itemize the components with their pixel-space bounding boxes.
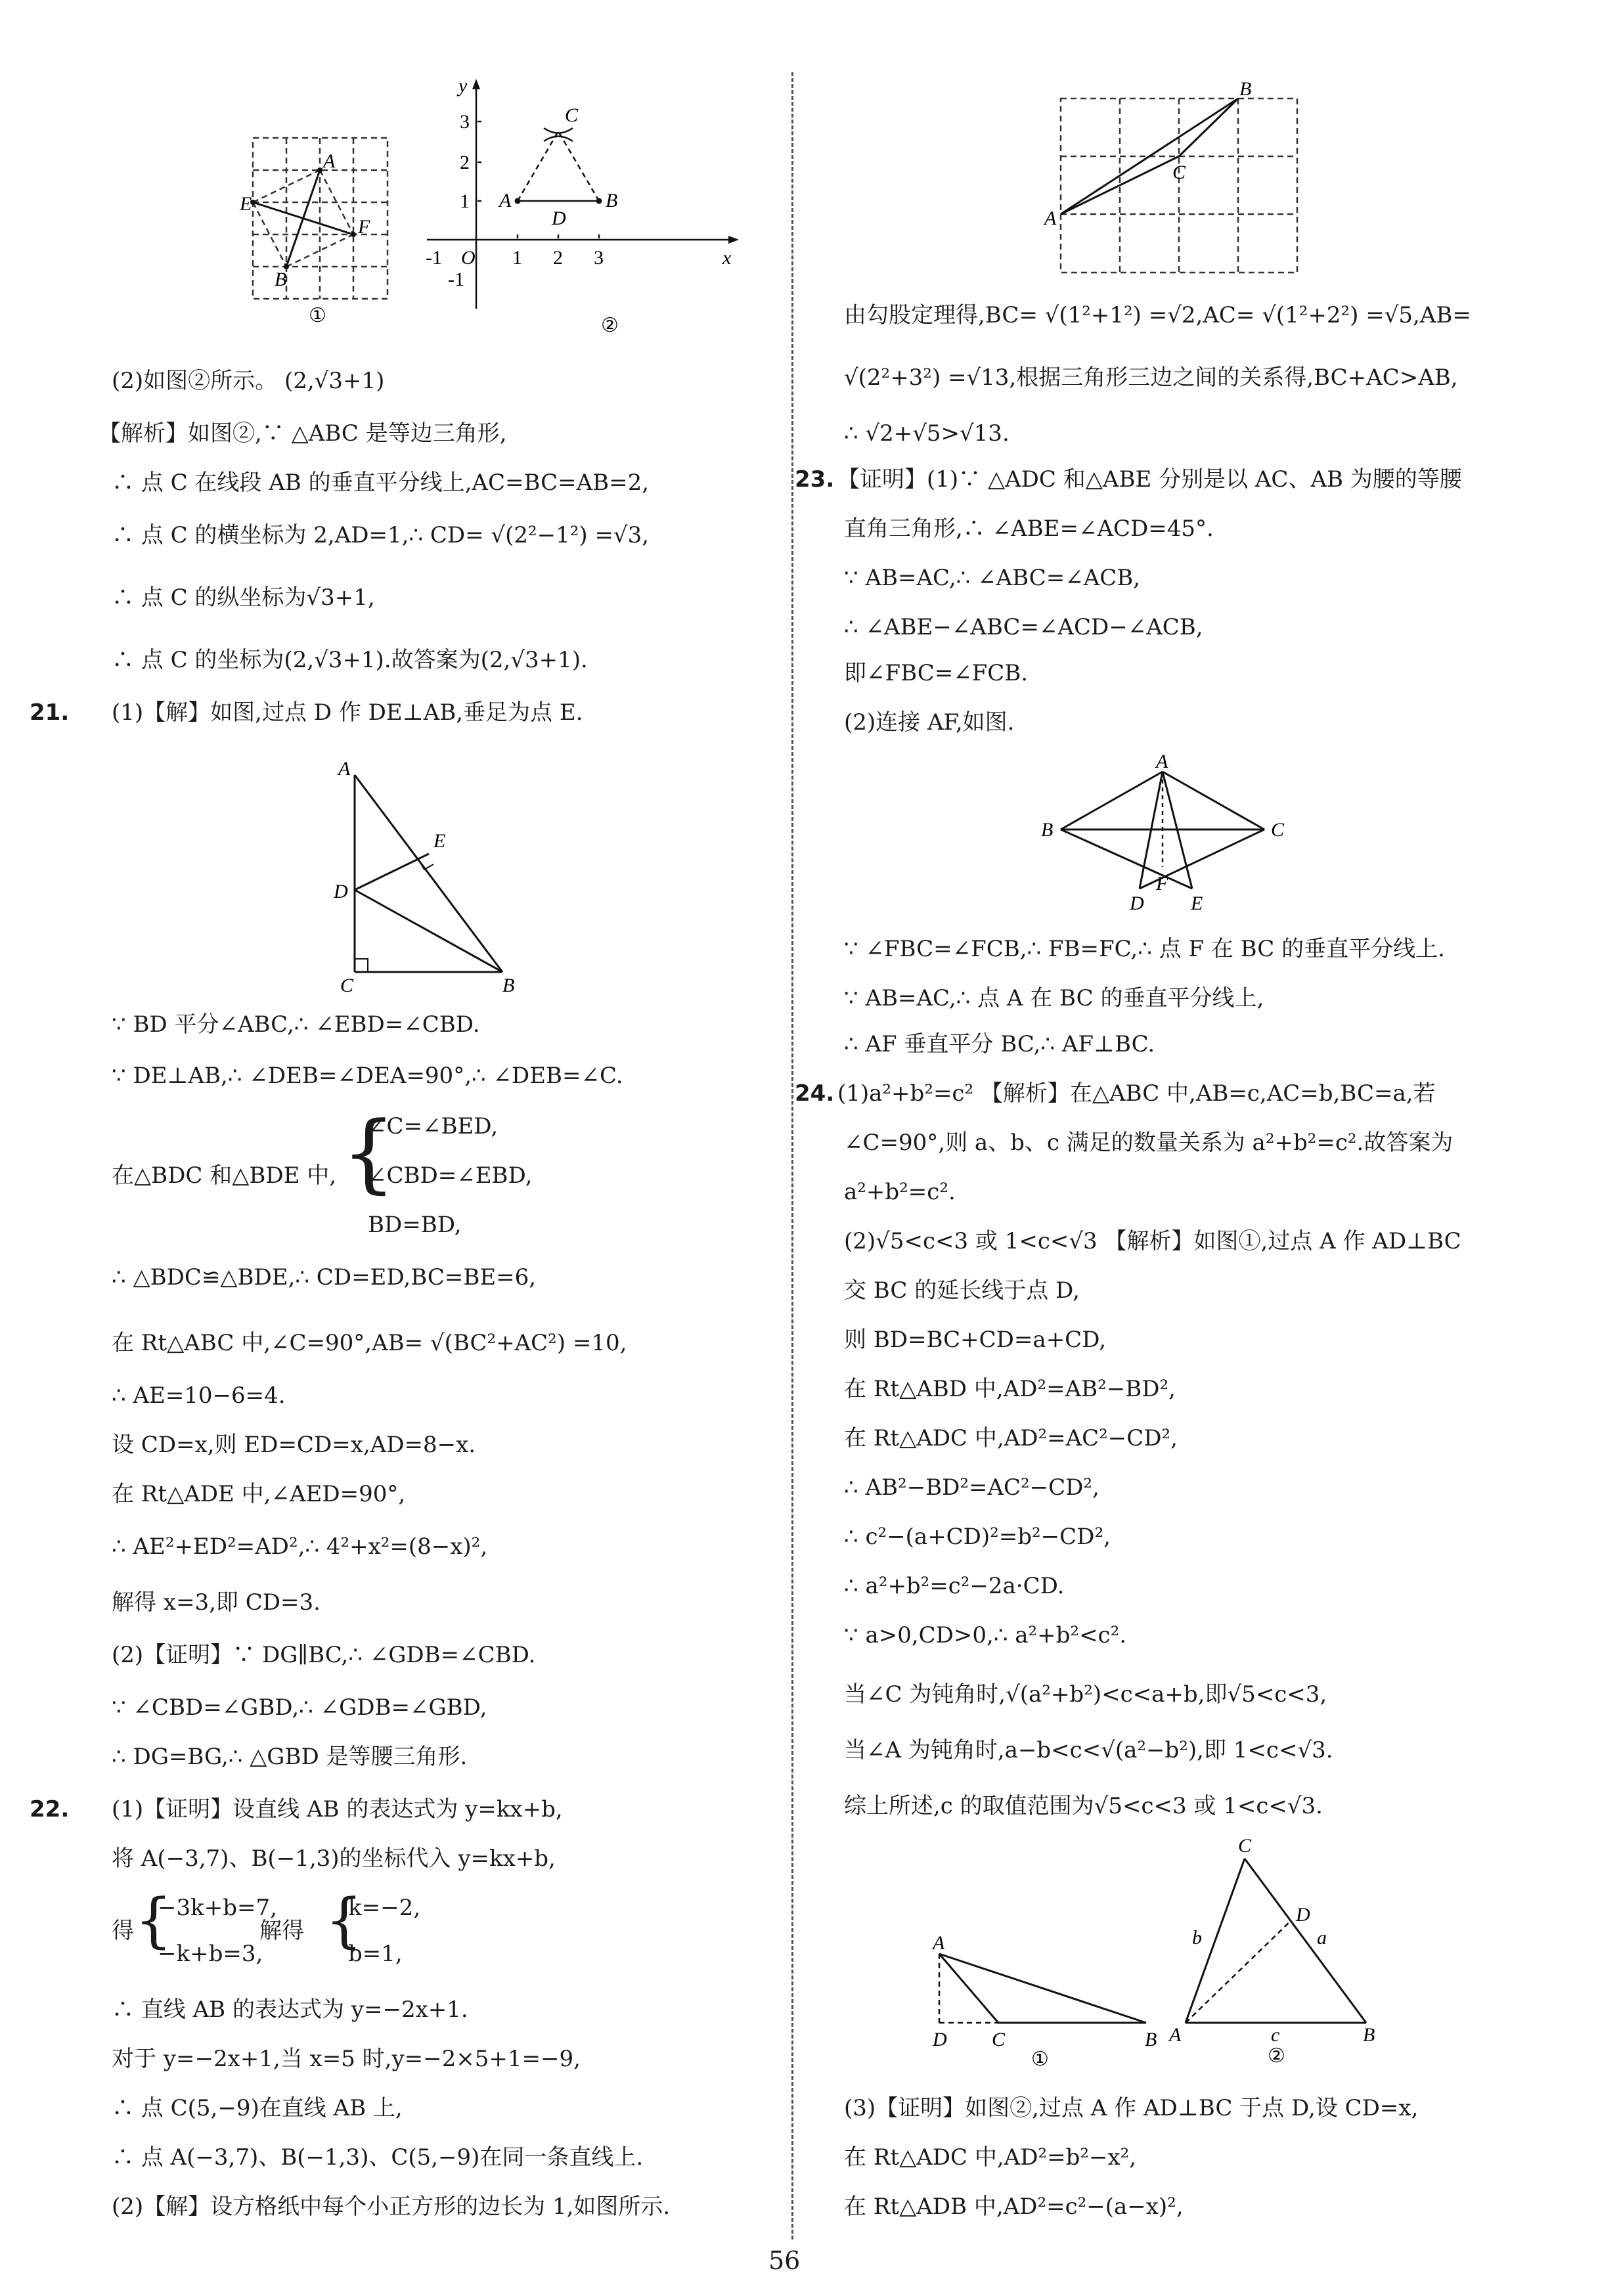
- q24-line-5: 交 BC 的延长线于点 D,: [844, 1277, 1080, 1304]
- q23-line-8: ∵ AB=AC,∴ 点 A 在 BC 的垂直平分线上,: [844, 985, 1264, 1011]
- figure-q24-1: [923, 1924, 1172, 2082]
- fig24b-label-d: D: [1296, 1904, 1310, 1926]
- fig23-label-b: B: [1041, 819, 1054, 841]
- system-brace-1: {: [342, 1103, 396, 1203]
- q22-right-1: 由勾股定理得,BC= √(1²+1²) =√2,AC= √(1²+2²) =√5,AB=: [844, 302, 1471, 328]
- q22-line-1: (1)【证明】设直线 AB 的表达式为 y=kx+b,: [112, 1796, 563, 1822]
- q24-line-8: 在 Rt△ADC 中,AD²=AC²−CD²,: [844, 1425, 1178, 1451]
- fig24b-label-b: B: [1363, 2024, 1375, 2046]
- q24-part3-1: (3)【证明】如图②,过点 A 作 AD⊥BC 于点 D,设 CD=x,: [844, 2095, 1419, 2121]
- fig2-label-x: x: [722, 247, 732, 269]
- fig21-label-c: C: [340, 975, 354, 996]
- fig21-label-e: E: [433, 830, 446, 852]
- fig2-tick-3: 3: [460, 111, 470, 133]
- q22-line-2: 将 A(−3,7)、B(−1,3)的坐标代入 y=kx+b,: [112, 1845, 556, 1872]
- figure-q21-triangle: [334, 755, 617, 996]
- column-divider: [791, 72, 793, 2240]
- q23-line-2: 直角三角形,∴ ∠ABE=∠ACD=45°.: [844, 516, 1214, 542]
- fig24a-label-b: B: [1145, 2029, 1157, 2050]
- fig2-label-b: B: [606, 190, 618, 211]
- fig24b-label-a: A: [1169, 2024, 1182, 2046]
- fig22-label-b: B: [1239, 78, 1252, 100]
- fig22-label-a: A: [1044, 208, 1057, 229]
- fig24b-label-c: C: [1238, 1835, 1252, 1857]
- q20-analysis-4: ∴ 点 C 的纵坐标为√3+1,: [112, 585, 375, 611]
- q22-word-de: 得: [112, 1918, 134, 1944]
- fig2-label-y: y: [458, 75, 468, 97]
- q22-system-3: k=−2,: [348, 1895, 421, 1921]
- fig24b-caption: ②: [1268, 2045, 1285, 2067]
- q24-line-6: 则 BD=BC+CD=a+CD,: [844, 1327, 1107, 1353]
- fig24b-label-c-side: c: [1271, 2024, 1280, 2046]
- fig2-label-d: D: [552, 208, 566, 229]
- fig2-tick-3x: 3: [594, 247, 604, 269]
- q20-part2: (2)如图②所示。 (2,√3+1): [112, 368, 385, 394]
- q21-line-8: 在 Rt△ADE 中,∠AED=90°,: [112, 1481, 406, 1507]
- q22-right-3: ∴ √2+√5>√13.: [844, 420, 1010, 447]
- q23-line-9: ∴ AF 垂直平分 BC,∴ AF⊥BC.: [844, 1031, 1155, 1057]
- q24-line-14: 当∠A 为钝角时,a−b<c<√(a²−b²),即 1<c<√3.: [844, 1737, 1333, 1763]
- fig2-label-c: C: [565, 104, 579, 126]
- q22-system-1: −3k+b=7,: [158, 1895, 277, 1921]
- question-24-number: 24.: [795, 1080, 835, 1107]
- q24-line-11: ∴ a²+b²=c²−2a·CD.: [844, 1573, 1065, 1599]
- question-22-number: 22.: [30, 1796, 70, 1822]
- q21-line-2: ∵ DE⊥AB,∴ ∠DEB=∠DEA=90°,∴ ∠DEB=∠C.: [112, 1063, 623, 1089]
- system-brace-3: {: [325, 1886, 363, 1955]
- q21-line-7: 设 CD=x,则 ED=CD=x,AD=8−x.: [112, 1432, 476, 1458]
- fig24b-label-b-side: b: [1192, 1927, 1202, 1949]
- q21-line-3: 在△BDC 和△BDE 中,: [112, 1162, 337, 1189]
- fig2-tick-neg1-x: -1: [426, 247, 442, 269]
- q21-part2-2: ∵ ∠CBD=∠GBD,∴ ∠GDB=∠GBD,: [112, 1694, 487, 1721]
- q21-line-1: ∵ BD 平分∠ABC,∴ ∠EBD=∠CBD.: [112, 1011, 480, 1038]
- q24-line-2: ∠C=90°,则 a、b、c 满足的数量关系为 a²+b²=c².故答案为: [844, 1130, 1454, 1156]
- fig2-tick-2: 2: [460, 152, 470, 173]
- fig1-caption: ①: [309, 305, 326, 326]
- fig2-label-a: A: [499, 190, 512, 211]
- figure-q24-2: [1166, 1832, 1389, 2069]
- figure-q23-star: [1041, 751, 1291, 916]
- q23-line-4: ∴ ∠ABE−∠ABC=∠ACD−∠ACB,: [844, 614, 1203, 640]
- q21-system-1: ∠C=∠BED,: [368, 1113, 499, 1139]
- fig2-tick-neg1-y: -1: [448, 269, 464, 290]
- fig2-tick-1x: 1: [512, 247, 522, 269]
- q24-line-15: 综上所述,c 的取值范围为√5<c<3 或 1<c<√3.: [844, 1793, 1323, 1819]
- q23-line-6: (2)连接 AF,如图.: [844, 709, 1015, 736]
- q22-system-4: b=1,: [348, 1941, 403, 1967]
- q22-line-6: ∴ 点 A(−3,7)、B(−1,3)、C(5,−9)在同一条直线上.: [112, 2144, 644, 2171]
- q21-line-5: 在 Rt△ABC 中,∠C=90°,AB= √(BC²+AC²) =10,: [112, 1330, 627, 1356]
- fig21-label-a: A: [338, 758, 351, 780]
- q22-word-solve: 解得: [259, 1918, 304, 1944]
- q24-part3-3: 在 Rt△ADB 中,AD²=c²−(a−x)²,: [844, 2194, 1184, 2220]
- fig2-label-origin: O: [461, 247, 476, 269]
- q23-line-1: 【证明】(1)∵ △ADC 和△ABE 分别是以 AC、AB 为腰的等腰: [837, 466, 1462, 493]
- q24-line-10: ∴ c²−(a+CD)²=b²−CD²,: [844, 1524, 1111, 1550]
- q24-line-1: (1)a²+b²=c² 【解析】在△ABC 中,AB=c,AC=b,BC=a,若: [837, 1080, 1436, 1107]
- q20-analysis-5: ∴ 点 C 的坐标为(2,√3+1).故答案为(2,√3+1).: [112, 647, 588, 673]
- fig23-label-c: C: [1271, 819, 1285, 841]
- q24-line-12: ∵ a>0,CD>0,∴ a²+b²<c².: [844, 1622, 1127, 1648]
- q21-part2-3: ∴ DG=BG,∴ △GBD 是等腰三角形.: [112, 1744, 468, 1770]
- fig21-label-d: D: [334, 881, 348, 902]
- q21-system-2: ∠CBD=∠EBD,: [368, 1162, 533, 1189]
- fig24a-caption: ①: [1031, 2048, 1049, 2070]
- q20-analysis-2: ∴ 点 C 在线段 AB 的垂直平分线上,AC=BC=AB=2,: [112, 470, 650, 496]
- fig1-label-a: A: [323, 150, 336, 172]
- fig23-label-a: A: [1156, 751, 1168, 772]
- fig21-label-b: B: [502, 975, 515, 996]
- q21-part2-1: (2)【证明】∵ DG∥BC,∴ ∠GDB=∠CBD.: [112, 1642, 536, 1668]
- fig23-label-e: E: [1191, 893, 1203, 914]
- q22-line-4: 对于 y=−2x+1,当 x=5 时,y=−2×5+1=−9,: [112, 2046, 581, 2072]
- q22-part2: (2)【解】设方格纸中每个小正方形的边长为 1,如图所示.: [112, 2194, 671, 2220]
- page-number: 56: [768, 2246, 801, 2275]
- question-23-number: 23.: [795, 466, 835, 493]
- q21-line-6: ∴ AE=10−6=4.: [112, 1382, 286, 1409]
- fig1-label-e: E: [240, 193, 252, 215]
- fig22-label-c: C: [1172, 162, 1186, 183]
- q21-line-9: ∴ AE²+ED²=AD²,∴ 4²+x²=(8−x)²,: [112, 1534, 488, 1560]
- q20-analysis-1: 【解析】如图②,∵ △ABC 是等边三角形,: [99, 420, 507, 447]
- q24-line-9: ∴ AB²−BD²=AC²−CD²,: [844, 1474, 1099, 1501]
- q24-line-7: 在 Rt△ABD 中,AD²=AB²−BD²,: [844, 1376, 1176, 1402]
- q24-line-13: 当∠C 为钝角时,√(a²+b²)<c<a+b,即√5<c<3,: [844, 1681, 1327, 1708]
- figure-q22-grid: [1044, 72, 1323, 289]
- q24-part3-2: 在 Rt△ADC 中,AD²=b²−x²,: [844, 2144, 1137, 2171]
- q22-line-3: ∴ 直线 AB 的表达式为 y=−2x+1.: [112, 1997, 468, 2023]
- q22-line-5: ∴ 点 C(5,−9)在直线 AB 上,: [112, 2095, 403, 2121]
- question-21-number: 21.: [30, 699, 70, 726]
- fig24b-label-a-side: a: [1317, 1927, 1327, 1949]
- q22-right-2: √(2²+3²) =√13,根据三角形三边之间的关系得,BC+AC>AB,: [844, 364, 1458, 391]
- fig1-label-f: F: [358, 216, 370, 238]
- fig2-tick-1: 1: [460, 190, 470, 212]
- q23-line-5: 即∠FBC=∠FCB.: [844, 660, 1029, 686]
- fig23-label-d: D: [1130, 893, 1144, 914]
- q21-line-4: ∴ △BDC≌△BDE,∴ CD=ED,BC=BE=6,: [112, 1264, 537, 1291]
- q21-line-10: 解得 x=3,即 CD=3.: [112, 1589, 321, 1616]
- fig2-caption: ②: [601, 315, 619, 336]
- q21-system-3: BD=BD,: [368, 1212, 462, 1238]
- q23-line-3: ∵ AB=AC,∴ ∠ABC=∠ACB,: [844, 565, 1141, 591]
- fig24a-label-d: D: [933, 2029, 947, 2050]
- fig24a-label-c: C: [992, 2029, 1006, 2050]
- figure-coordinate-2: [407, 72, 755, 336]
- system-brace-2: {: [135, 1886, 173, 1955]
- q21-part1: (1)【解】如图,过点 D 作 DE⊥AB,垂足为点 E.: [112, 699, 583, 726]
- fig24a-label-a: A: [933, 1932, 945, 1954]
- q23-line-7: ∵ ∠FBC=∠FCB,∴ FB=FC,∴ 点 F 在 BC 的垂直平分线上.: [844, 936, 1445, 962]
- q20-analysis-3: ∴ 点 C 的横坐标为 2,AD=1,∴ CD= √(2²−1²) =√3,: [112, 522, 650, 548]
- q24-line-3: a²+b²=c².: [844, 1179, 956, 1205]
- q22-system-2: −k+b=3,: [158, 1941, 263, 1967]
- fig23-label-f: F: [1156, 873, 1168, 894]
- fig2-tick-2x: 2: [553, 247, 563, 269]
- q24-line-4: (2)√5<c<3 或 1<c<√3 【解析】如图①,过点 A 作 AD⊥BC: [844, 1228, 1461, 1254]
- fig1-label-b: B: [275, 269, 287, 290]
- figure-grid-1: [240, 135, 394, 326]
